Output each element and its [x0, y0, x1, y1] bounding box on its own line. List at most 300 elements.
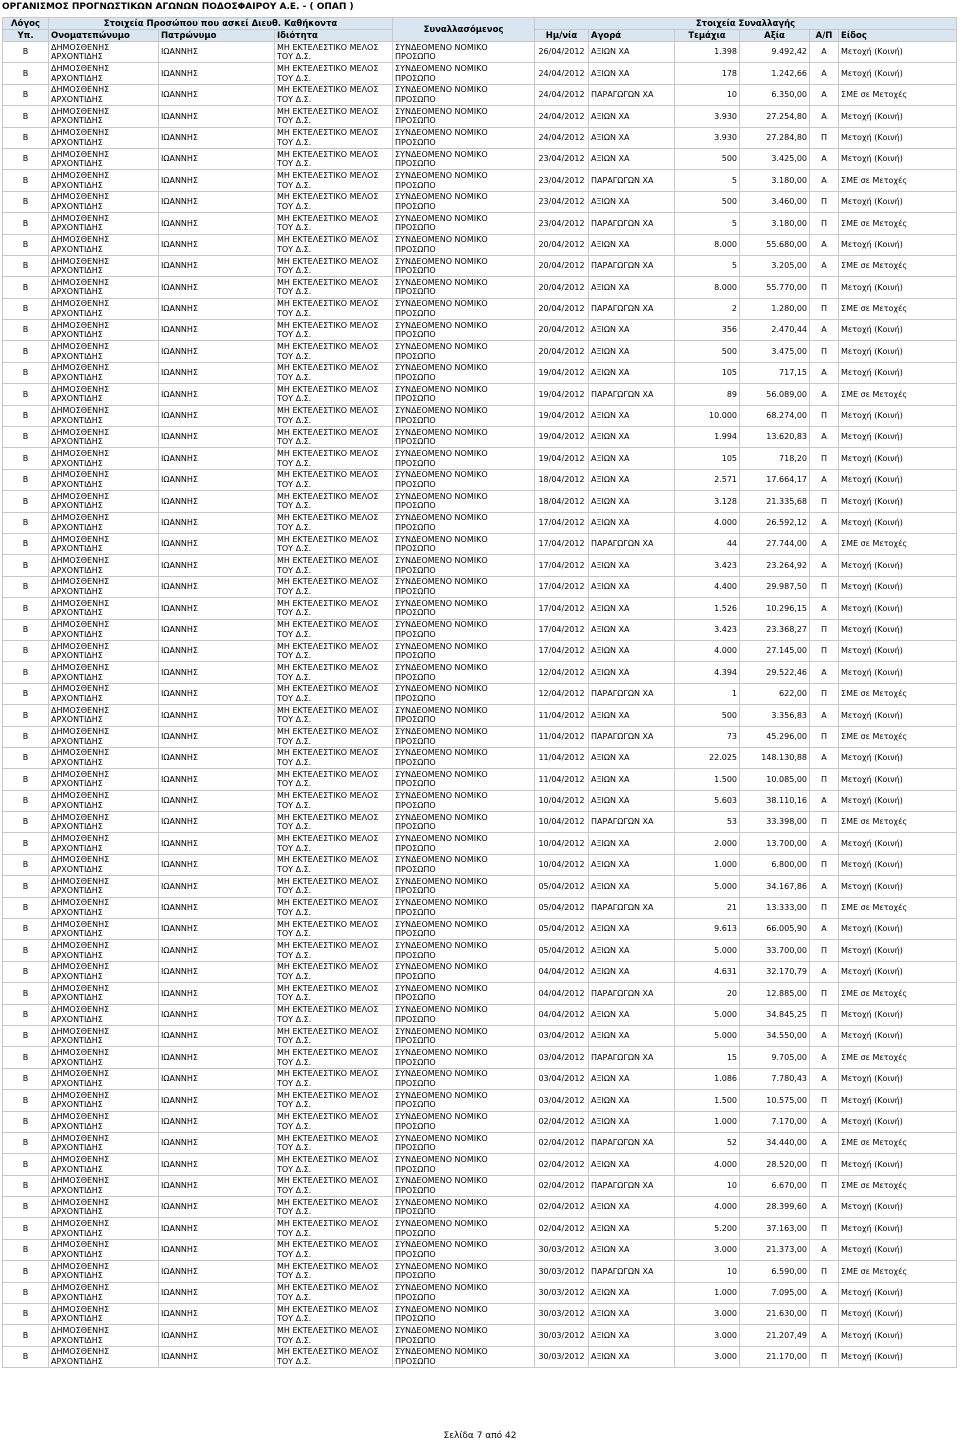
cell-role-line-1: ΜΗ ΕΚΤΕΛΕΣΤΙΚΟ ΜΕΛΟΣ — [277, 598, 379, 608]
cell-value: 27.254,80 — [740, 106, 810, 127]
table-row — [3, 448, 957, 469]
table-row — [3, 362, 957, 383]
cell-counterparty — [393, 469, 535, 490]
cell-counterparty-line-1: ΣΥΝΔΕΟΜΕΝΟ ΝΟΜΙΚΟ — [395, 320, 488, 330]
header-col-name: Ονοματεπώνυμο — [49, 30, 159, 42]
cell-name — [49, 512, 159, 533]
cell-value: 10.085,00 — [740, 769, 810, 790]
cell-ap: Α — [810, 234, 839, 255]
cell-name — [49, 469, 159, 490]
cell-name-line-2: ΑΡΧΟΝΤΙΔΗΣ — [51, 1078, 103, 1088]
cell-counterparty-line-2: ΠΡΟΣΩΠΟ — [395, 886, 436, 896]
cell-name-line-2: ΑΡΧΟΝΤΙΔΗΣ — [51, 159, 103, 169]
cell-name-line-2: ΑΡΧΟΝΤΙΔΗΣ — [51, 758, 103, 768]
cell-counterparty-line-1: ΣΥΝΔΕΟΜΕΝΟ ΝΟΜΙΚΟ — [395, 1197, 488, 1207]
cell-name-line-1: ΔΗΜΟΣΘΕΝΗΣ — [51, 598, 110, 608]
cell-reason: B — [3, 213, 49, 234]
cell-role — [275, 1261, 393, 1282]
cell-role — [275, 1047, 393, 1068]
cell-date: 11/04/2012 — [535, 705, 589, 726]
cell-counterparty — [393, 662, 535, 683]
header-col-role: Ιδιότητα — [275, 30, 393, 42]
cell-date: 23/04/2012 — [535, 170, 589, 191]
cell-market: ΑΞΙΩΝ ΧΑ — [589, 1197, 675, 1218]
cell-value: 6.350,00 — [740, 84, 810, 105]
cell-qty: 2.571 — [675, 469, 740, 490]
cell-name-line-1: ΔΗΜΟΣΘΕΝΗΣ — [51, 513, 110, 523]
table-row — [3, 405, 957, 426]
cell-reason: B — [3, 576, 49, 597]
cell-role-line-1: ΜΗ ΕΚΤΕΛΕΣΤΙΚΟ ΜΕΛΟΣ — [277, 192, 379, 202]
cell-name-line-2: ΑΡΧΟΝΤΙΔΗΣ — [51, 116, 103, 126]
cell-value: 66.005,90 — [740, 919, 810, 940]
cell-role-line-2: ΤΟΥ Δ.Σ. — [277, 971, 312, 981]
cell-type: Μετοχή (Κοινή) — [839, 769, 957, 790]
cell-type: Μετοχή (Κοινή) — [839, 127, 957, 148]
cell-qty: 5.000 — [675, 940, 740, 961]
cell-name — [49, 1025, 159, 1046]
cell-role-line-2: ΤΟΥ Δ.Σ. — [277, 1207, 312, 1217]
cell-date: 20/04/2012 — [535, 298, 589, 319]
cell-counterparty-line-1: ΣΥΝΔΕΟΜΕΝΟ ΝΟΜΙΚΟ — [395, 705, 488, 715]
cell-counterparty-line-2: ΠΡΟΣΩΠΟ — [395, 1164, 436, 1174]
cell-ap: Π — [810, 1175, 839, 1196]
cell-name-line-2: ΑΡΧΟΝΤΙΔΗΣ — [51, 1207, 103, 1217]
cell-role-line-1: ΜΗ ΕΚΤΕΛΕΣΤΙΚΟ ΜΕΛΟΣ — [277, 1154, 379, 1164]
cell-qty: 10 — [675, 84, 740, 105]
cell-role-line-2: ΤΟΥ Δ.Σ. — [277, 693, 312, 703]
cell-reason: B — [3, 640, 49, 661]
cell-market: ΑΞΙΩΝ ΧΑ — [589, 148, 675, 169]
cell-counterparty — [393, 833, 535, 854]
cell-name — [49, 919, 159, 940]
cell-qty: 1.526 — [675, 598, 740, 619]
cell-value: 3.356,83 — [740, 705, 810, 726]
cell-role-line-2: ΤΟΥ Δ.Σ. — [277, 950, 312, 960]
cell-name — [49, 790, 159, 811]
cell-name-line-1: ΔΗΜΟΣΘΕΝΗΣ — [51, 149, 110, 159]
table-row — [3, 683, 957, 704]
cell-role-line-1: ΜΗ ΕΚΤΕΛΕΣΤΙΚΟ ΜΕΛΟΣ — [277, 962, 379, 972]
cell-counterparty-line-2: ΠΡΟΣΩΠΟ — [395, 1143, 436, 1153]
cell-qty: 89 — [675, 384, 740, 405]
cell-name-line-1: ΔΗΜΟΣΘΕΝΗΣ — [51, 106, 110, 116]
cell-role-line-2: ΤΟΥ Δ.Σ. — [277, 480, 312, 489]
cell-date: 05/04/2012 — [535, 876, 589, 897]
cell-name-line-1: ΔΗΜΟΣΘΕΝΗΣ — [51, 1005, 110, 1015]
cell-name — [49, 533, 159, 554]
cell-qty: 105 — [675, 362, 740, 383]
cell-name — [49, 384, 159, 405]
cell-qty: 3.000 — [675, 1304, 740, 1325]
cell-type: Μετοχή (Κοινή) — [839, 1068, 957, 1089]
cell-counterparty-line-1: ΣΥΝΔΕΟΜΕΝΟ ΝΟΜΙΚΟ — [395, 1176, 488, 1186]
cell-role-line-1: ΜΗ ΕΚΤΕΛΕΣΤΙΚΟ ΜΕΛΟΣ — [277, 748, 379, 758]
cell-market: ΑΞΙΩΝ ΧΑ — [589, 42, 675, 63]
cell-value: 29.522,46 — [740, 662, 810, 683]
cell-date: 03/04/2012 — [535, 1090, 589, 1111]
cell-name — [49, 1047, 159, 1068]
cell-qty: 22.025 — [675, 747, 740, 768]
cell-type: ΣΜΕ σε Μετοχές — [839, 1047, 957, 1068]
table-row — [3, 1239, 957, 1260]
cell-type: Μετοχή (Κοινή) — [839, 1154, 957, 1175]
cell-qty: 53 — [675, 812, 740, 833]
cell-market: ΠΑΡΑΓΩΓΩΝ ΧΑ — [589, 1047, 675, 1068]
cell-name-line-1: ΔΗΜΟΣΘΕΝΗΣ — [51, 1026, 110, 1036]
cell-counterparty-line-2: ΠΡΟΣΩΠΟ — [395, 1250, 436, 1260]
cell-type: Μετοχή (Κοινή) — [839, 790, 957, 811]
table-row — [3, 1132, 957, 1153]
cell-role-line-1: ΜΗ ΕΚΤΕΛΕΣΤΙΚΟ ΜΕΛΟΣ — [277, 277, 379, 287]
cell-name-line-2: ΑΡΧΟΝΤΙΔΗΣ — [51, 1228, 103, 1238]
cell-qty: 5 — [675, 255, 740, 276]
cell-market: ΠΑΡΑΓΩΓΩΝ ΧΑ — [589, 983, 675, 1004]
cell-type: Μετοχή (Κοινή) — [839, 191, 957, 212]
cell-type: ΣΜΕ σε Μετοχές — [839, 683, 957, 704]
cell-type: Μετοχή (Κοινή) — [839, 662, 957, 683]
cell-counterparty-line-1: ΣΥΝΔΕΟΜΕΝΟ ΝΟΜΙΚΟ — [395, 213, 488, 223]
cell-value: 7.170,00 — [740, 1111, 810, 1132]
cell-ap: Π — [810, 1346, 839, 1367]
cell-name-line-1: ΔΗΜΟΣΘΕΝΗΣ — [51, 256, 110, 266]
cell-name — [49, 726, 159, 747]
cell-reason: B — [3, 726, 49, 747]
cell-father: ΙΩΑΝΝΗΣ — [159, 1132, 275, 1153]
cell-counterparty-line-2: ΠΡΟΣΩΠΟ — [395, 608, 436, 618]
cell-value: 13.620,83 — [740, 427, 810, 448]
table-row — [3, 298, 957, 319]
cell-counterparty-line-1: ΣΥΝΔΕΟΜΕΝΟ ΝΟΜΙΚΟ — [395, 919, 488, 929]
cell-role — [275, 427, 393, 448]
cell-counterparty-line-1: ΣΥΝΔΕΟΜΕΝΟ ΝΟΜΙΚΟ — [395, 128, 488, 138]
cell-name-line-2: ΑΡΧΟΝΤΙΔΗΣ — [51, 950, 103, 960]
cell-counterparty-line-1: ΣΥΝΔΕΟΜΕΝΟ ΝΟΜΙΚΟ — [395, 1005, 488, 1015]
cell-type: Μετοχή (Κοινή) — [839, 555, 957, 576]
cell-name-line-1: ΔΗΜΟΣΘΕΝΗΣ — [51, 705, 110, 715]
cell-role-line-2: ΤΟΥ Δ.Σ. — [277, 180, 312, 190]
cell-ap: Α — [810, 1068, 839, 1089]
cell-name-line-1: ΔΗΜΟΣΘΕΝΗΣ — [51, 855, 110, 865]
cell-role-line-1: ΜΗ ΕΚΤΕΛΕΣΤΙΚΟ ΜΕΛΟΣ — [277, 577, 379, 587]
header-reason: Λόγος — [3, 18, 49, 30]
cell-counterparty-line-1: ΣΥΝΔΕΟΜΕΝΟ ΝΟΜΙΚΟ — [395, 192, 488, 202]
cell-type: ΣΜΕ σε Μετοχές — [839, 255, 957, 276]
cell-role-line-1: ΜΗ ΕΚΤΕΛΕΣΤΙΚΟ ΜΕΛΟΣ — [277, 128, 379, 138]
cell-role-line-2: ΤΟΥ Δ.Σ. — [277, 886, 312, 896]
cell-father: ΙΩΑΝΝΗΣ — [159, 876, 275, 897]
cell-qty: 1 — [675, 683, 740, 704]
cell-father: ΙΩΑΝΝΗΣ — [159, 619, 275, 640]
cell-type: ΣΜΕ σε Μετοχές — [839, 170, 957, 191]
header-counterparty: Συναλλασόμενος — [393, 18, 535, 42]
cell-type: Μετοχή (Κοινή) — [839, 940, 957, 961]
cell-counterparty-line-2: ΠΡΟΣΩΠΟ — [395, 94, 436, 104]
cell-role-line-2: ΤΟΥ Δ.Σ. — [277, 1014, 312, 1024]
cell-father: ΙΩΑΝΝΗΣ — [159, 897, 275, 918]
cell-qty: 178 — [675, 63, 740, 84]
cell-role-line-1: ΜΗ ΕΚΤΕΛΕΣΤΙΚΟ ΜΕΛΟΣ — [277, 1090, 379, 1100]
cell-role-line-2: ΤΟΥ Δ.Σ. — [277, 1271, 312, 1281]
cell-ap: Α — [810, 148, 839, 169]
cell-counterparty-line-2: ΠΡΟΣΩΠΟ — [395, 800, 436, 810]
cell-father: ΙΩΑΝΝΗΣ — [159, 127, 275, 148]
cell-name — [49, 170, 159, 191]
cell-reason: B — [3, 1047, 49, 1068]
cell-counterparty — [393, 106, 535, 127]
cell-qty: 1.000 — [675, 1111, 740, 1132]
cell-market: ΑΞΙΩΝ ΧΑ — [589, 512, 675, 533]
cell-date: 30/03/2012 — [535, 1239, 589, 1260]
cell-reason: B — [3, 1004, 49, 1025]
cell-counterparty — [393, 961, 535, 982]
cell-name-line-2: ΑΡΧΟΝΤΙΔΗΣ — [51, 1143, 103, 1153]
cell-name-line-2: ΑΡΧΟΝΤΙΔΗΣ — [51, 330, 103, 340]
cell-father: ΙΩΑΝΝΗΣ — [159, 213, 275, 234]
cell-qty: 5.000 — [675, 876, 740, 897]
cell-role-line-2: ΤΟΥ Δ.Σ. — [277, 1314, 312, 1324]
cell-father: ΙΩΑΝΝΗΣ — [159, 555, 275, 576]
cell-qty: 21 — [675, 897, 740, 918]
cell-role-line-1: ΜΗ ΕΚΤΕΛΕΣΤΙΚΟ ΜΕΛΟΣ — [277, 684, 379, 694]
cell-role-line-2: ΤΟΥ Δ.Σ. — [277, 116, 312, 126]
cell-name — [49, 747, 159, 768]
cell-date: 23/04/2012 — [535, 191, 589, 212]
cell-name-line-2: ΑΡΧΟΝΤΙΔΗΣ — [51, 287, 103, 297]
cell-ap: Α — [810, 919, 839, 940]
cell-date: 20/04/2012 — [535, 320, 589, 341]
cell-ap: Α — [810, 1047, 839, 1068]
cell-name — [49, 42, 159, 63]
cell-father: ΙΩΑΝΝΗΣ — [159, 405, 275, 426]
cell-role — [275, 876, 393, 897]
cell-market: ΑΞΙΩΝ ΧΑ — [589, 1068, 675, 1089]
cell-role-line-1: ΜΗ ΕΚΤΕΛΕΣΤΙΚΟ ΜΕΛΟΣ — [277, 534, 379, 544]
table-row — [3, 1068, 957, 1089]
cell-father: ΙΩΑΝΝΗΣ — [159, 1282, 275, 1303]
cell-reason: B — [3, 598, 49, 619]
cell-ap: Π — [810, 769, 839, 790]
cell-reason: B — [3, 983, 49, 1004]
header-col-date: Ημ/νία — [535, 30, 589, 42]
cell-name-line-2: ΑΡΧΟΝΤΙΔΗΣ — [51, 1250, 103, 1260]
cell-name-line-1: ΔΗΜΟΣΘΕΝΗΣ — [51, 1090, 110, 1100]
cell-counterparty — [393, 640, 535, 661]
table-row — [3, 555, 957, 576]
cell-role-line-2: ΤΟΥ Δ.Σ. — [277, 1078, 312, 1088]
cell-reason: B — [3, 919, 49, 940]
table-row — [3, 790, 957, 811]
cell-role-line-2: ΤΟΥ Δ.Σ. — [277, 779, 312, 789]
cell-value: 7.780,43 — [740, 1068, 810, 1089]
cell-type: Μετοχή (Κοινή) — [839, 876, 957, 897]
table-row — [3, 726, 957, 747]
cell-role — [275, 320, 393, 341]
cell-value: 3.475,00 — [740, 341, 810, 362]
cell-ap: Π — [810, 405, 839, 426]
cell-name — [49, 640, 159, 661]
cell-ap: Π — [810, 726, 839, 747]
cell-counterparty-line-2: ΠΡΟΣΩΠΟ — [395, 522, 436, 532]
cell-father: ΙΩΑΝΝΗΣ — [159, 491, 275, 512]
cell-counterparty — [393, 726, 535, 747]
cell-market: ΑΞΙΩΝ ΧΑ — [589, 491, 675, 512]
cell-date: 30/03/2012 — [535, 1282, 589, 1303]
cell-market: ΑΞΙΩΝ ΧΑ — [589, 640, 675, 661]
cell-counterparty — [393, 619, 535, 640]
cell-ap: Α — [810, 427, 839, 448]
cell-market: ΑΞΙΩΝ ΧΑ — [589, 362, 675, 383]
cell-market: ΑΞΙΩΝ ΧΑ — [589, 1004, 675, 1025]
cell-name-line-2: ΑΡΧΟΝΤΙΔΗΣ — [51, 52, 103, 62]
cell-counterparty-line-1: ΣΥΝΔΕΟΜΕΝΟ ΝΟΜΙΚΟ — [395, 662, 488, 672]
cell-date: 18/04/2012 — [535, 491, 589, 512]
cell-role-line-1: ΜΗ ΕΚΤΕΛΕΣΤΙΚΟ ΜΕΛΟΣ — [277, 727, 379, 737]
cell-name-line-2: ΑΡΧΟΝΤΙΔΗΣ — [51, 266, 103, 276]
cell-counterparty-line-2: ΠΡΟΣΩΠΟ — [395, 651, 436, 661]
cell-qty: 5 — [675, 170, 740, 191]
cell-role-line-1: ΜΗ ΕΚΤΕΛΕΣΤΙΚΟ ΜΕΛΟΣ — [277, 705, 379, 715]
cell-reason: B — [3, 1068, 49, 1089]
cell-market: ΑΞΙΩΝ ΧΑ — [589, 705, 675, 726]
cell-name-line-2: ΑΡΧΟΝΤΙΔΗΣ — [51, 373, 103, 383]
cell-role — [275, 940, 393, 961]
cell-qty: 10 — [675, 1261, 740, 1282]
cell-name — [49, 341, 159, 362]
cell-role-line-1: ΜΗ ΕΚΤΕΛΕΣΤΙΚΟ ΜΕΛΟΣ — [277, 1026, 379, 1036]
cell-counterparty-line-2: ΠΡΟΣΩΠΟ — [395, 629, 436, 639]
cell-father: ΙΩΑΝΝΗΣ — [159, 42, 275, 63]
cell-type: ΣΜΕ σε Μετοχές — [839, 384, 957, 405]
cell-role-line-1: ΜΗ ΕΚΤΕΛΕΣΤΙΚΟ ΜΕΛΟΣ — [277, 1112, 379, 1122]
cell-counterparty — [393, 341, 535, 362]
cell-reason: B — [3, 876, 49, 897]
cell-name-line-1: ΔΗΜΟΣΘΕΝΗΣ — [51, 684, 110, 694]
cell-reason: B — [3, 1346, 49, 1367]
cell-reason: B — [3, 619, 49, 640]
cell-counterparty-line-1: ΣΥΝΔΕΟΜΕΝΟ ΝΟΜΙΚΟ — [395, 106, 488, 116]
cell-date: 10/04/2012 — [535, 790, 589, 811]
cell-name-line-2: ΑΡΧΟΝΤΙΔΗΣ — [51, 137, 103, 147]
cell-name — [49, 148, 159, 169]
cell-counterparty — [393, 1175, 535, 1196]
cell-role-line-2: ΤΟΥ Δ.Σ. — [277, 608, 312, 618]
cell-counterparty-line-2: ΠΡΟΣΩΠΟ — [395, 351, 436, 361]
table-row — [3, 919, 957, 940]
cell-name-line-2: ΑΡΧΟΝΤΙΔΗΣ — [51, 715, 103, 725]
cell-role-line-2: ΤΟΥ Δ.Σ. — [277, 244, 312, 254]
cell-counterparty — [393, 897, 535, 918]
cell-counterparty — [393, 191, 535, 212]
cell-counterparty-line-1: ΣΥΝΔΕΟΜΕΝΟ ΝΟΜΙΚΟ — [395, 727, 488, 737]
cell-ap: Π — [810, 683, 839, 704]
table-row — [3, 384, 957, 405]
cell-counterparty-line-1: ΣΥΝΔΕΟΜΕΝΟ ΝΟΜΙΚΟ — [395, 812, 488, 822]
cell-ap: Π — [810, 619, 839, 640]
cell-role-line-1: ΜΗ ΕΚΤΕΛΕΣΤΙΚΟ ΜΕΛΟΣ — [277, 1005, 379, 1015]
cell-name-line-1: ΔΗΜΟΣΘΕΝΗΣ — [51, 320, 110, 330]
cell-role-line-2: ΤΟΥ Δ.Σ. — [277, 287, 312, 297]
cell-qty: 5.200 — [675, 1218, 740, 1239]
cell-role-line-2: ΤΟΥ Δ.Σ. — [277, 501, 312, 511]
cell-qty: 3.128 — [675, 491, 740, 512]
table-row — [3, 983, 957, 1004]
table-row — [3, 1090, 957, 1111]
cell-name — [49, 1239, 159, 1260]
cell-counterparty — [393, 683, 535, 704]
cell-father: ΙΩΑΝΝΗΣ — [159, 1239, 275, 1260]
cell-name-line-1: ΔΗΜΟΣΘΕΝΗΣ — [51, 748, 110, 758]
cell-name-line-2: ΑΡΧΟΝΤΙΔΗΣ — [51, 501, 103, 511]
cell-counterparty — [393, 362, 535, 383]
cell-role — [275, 1068, 393, 1089]
cell-name-line-2: ΑΡΧΟΝΤΙΔΗΣ — [51, 522, 103, 532]
cell-type: ΣΜΕ σε Μετοχές — [839, 812, 957, 833]
cell-father: ΙΩΑΝΝΗΣ — [159, 705, 275, 726]
cell-name — [49, 876, 159, 897]
cell-counterparty-line-2: ΠΡΟΣΩΠΟ — [395, 1078, 436, 1088]
cell-role-line-2: ΤΟΥ Δ.Σ. — [277, 223, 312, 233]
cell-name-line-1: ΔΗΜΟΣΘΕΝΗΣ — [51, 1069, 110, 1079]
cell-reason: B — [3, 170, 49, 191]
cell-type: Μετοχή (Κοινή) — [839, 1025, 957, 1046]
cell-name — [49, 362, 159, 383]
cell-name-line-1: ΔΗΜΟΣΘΕΝΗΣ — [51, 1347, 110, 1357]
table-row — [3, 533, 957, 554]
cell-father: ΙΩΑΝΝΗΣ — [159, 148, 275, 169]
cell-father: ΙΩΑΝΝΗΣ — [159, 106, 275, 127]
cell-reason: B — [3, 961, 49, 982]
cell-market: ΠΑΡΑΓΩΓΩΝ ΧΑ — [589, 812, 675, 833]
cell-role-line-1: ΜΗ ΕΚΤΕΛΕΣΤΙΚΟ ΜΕΛΟΣ — [277, 1347, 379, 1357]
cell-market: ΑΞΙΩΝ ΧΑ — [589, 555, 675, 576]
cell-reason: B — [3, 1218, 49, 1239]
cell-name — [49, 1325, 159, 1346]
cell-counterparty-line-1: ΣΥΝΔΕΟΜΕΝΟ ΝΟΜΙΚΟ — [395, 42, 488, 52]
cell-counterparty-line-2: ΠΡΟΣΩΠΟ — [395, 501, 436, 511]
cell-name — [49, 320, 159, 341]
cell-market: ΠΑΡΑΓΩΓΩΝ ΧΑ — [589, 683, 675, 704]
table-row — [3, 640, 957, 661]
cell-reason: B — [3, 384, 49, 405]
cell-father: ΙΩΑΝΝΗΣ — [159, 1047, 275, 1068]
cell-qty: 3.000 — [675, 1346, 740, 1367]
cell-reason: B — [3, 362, 49, 383]
cell-qty: 44 — [675, 533, 740, 554]
table-row — [3, 106, 957, 127]
cell-name-line-2: ΑΡΧΟΝΤΙΔΗΣ — [51, 1292, 103, 1302]
cell-reason: B — [3, 106, 49, 127]
cell-ap: Α — [810, 876, 839, 897]
cell-role — [275, 42, 393, 63]
cell-name-line-2: ΑΡΧΟΝΤΙΔΗΣ — [51, 1100, 103, 1110]
cell-father: ΙΩΑΝΝΗΣ — [159, 726, 275, 747]
cell-counterparty — [393, 1197, 535, 1218]
cell-ap: Α — [810, 1282, 839, 1303]
cell-counterparty-line-1: ΣΥΝΔΕΟΜΕΝΟ ΝΟΜΙΚΟ — [395, 235, 488, 245]
cell-qty: 4.000 — [675, 1197, 740, 1218]
cell-role-line-1: ΜΗ ΕΚΤΕΛΕΣΤΙΚΟ ΜΕΛΟΣ — [277, 342, 379, 352]
cell-date: 20/04/2012 — [535, 234, 589, 255]
cell-date: 11/04/2012 — [535, 726, 589, 747]
cell-name — [49, 769, 159, 790]
cell-ap: Α — [810, 255, 839, 276]
cell-date: 02/04/2012 — [535, 1175, 589, 1196]
cell-date: 17/04/2012 — [535, 576, 589, 597]
cell-role-line-1: ΜΗ ΕΚΤΕΛΕΣΤΙΚΟ ΜΕΛΟΣ — [277, 449, 379, 459]
cell-role — [275, 1154, 393, 1175]
cell-father: ΙΩΑΝΝΗΣ — [159, 1090, 275, 1111]
